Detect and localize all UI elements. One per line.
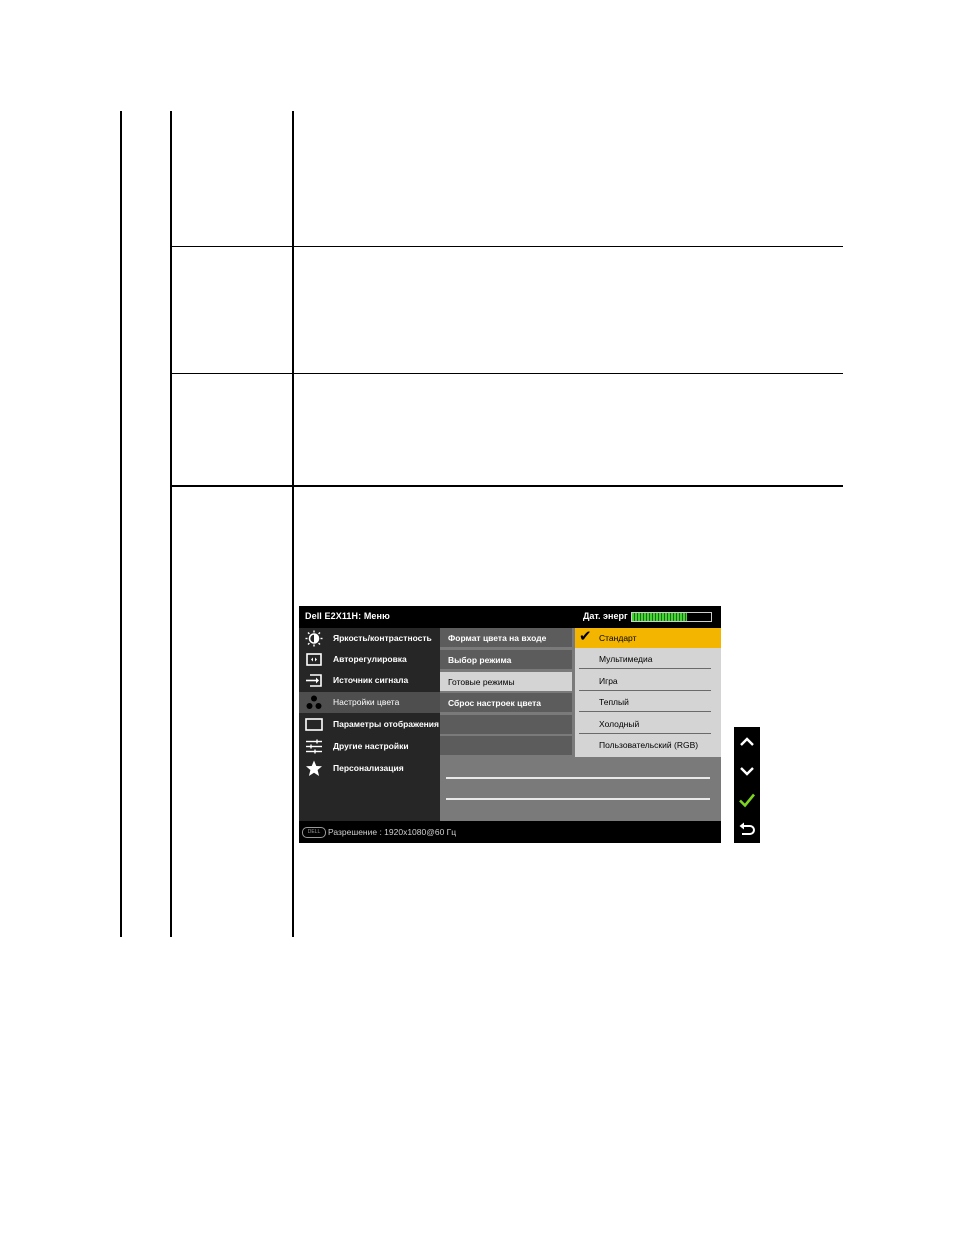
dell-logo-icon: DELL [302, 827, 326, 838]
option-label: Холодный [599, 719, 640, 729]
table-border-column-1 [170, 111, 172, 937]
menu-item-label: Персонализация [333, 763, 404, 773]
osd-main-menu [299, 628, 440, 821]
option-rule [579, 733, 711, 734]
submenu-item-label: Выбор режима [448, 655, 512, 665]
option-multimedia[interactable] [575, 649, 721, 669]
table-border-left [120, 111, 122, 937]
submenu-item-preset-modes[interactable] [440, 672, 572, 691]
option-label: Мультимедиа [599, 654, 653, 664]
color-settings-icon [304, 694, 324, 711]
menu-item-color-settings[interactable] [299, 692, 440, 713]
energy-gauge-label: Дат. энерг [583, 611, 628, 621]
option-label: Теплый [599, 697, 629, 707]
menu-item-label: Другие настройки [333, 741, 409, 751]
menu-item-input-source[interactable] [299, 670, 440, 691]
option-label: Игра [599, 676, 618, 686]
submenu-empty-slot [440, 736, 572, 755]
table-row-divider [170, 373, 843, 374]
down-button[interactable] [734, 757, 760, 784]
down-arrow-icon [739, 764, 755, 778]
up-arrow-icon [739, 735, 755, 749]
table-border-column-2 [292, 111, 294, 937]
option-rule [579, 668, 711, 669]
up-button[interactable] [734, 728, 760, 755]
display-settings-icon [304, 716, 324, 733]
menu-item-auto-adjust[interactable] [299, 649, 440, 670]
osd-footer [299, 821, 721, 843]
energy-gauge-fill [632, 613, 687, 621]
option-game[interactable] [575, 671, 721, 691]
back-icon [738, 821, 756, 837]
osd-menu [299, 606, 721, 843]
table-row-divider [170, 485, 843, 487]
selected-check-icon: ✔ [579, 628, 592, 645]
submenu-item-label: Формат цвета на входе [448, 633, 547, 643]
menu-item-display-settings[interactable] [299, 714, 440, 735]
submenu-item-reset-color-settings[interactable] [440, 693, 572, 712]
option-custom-rgb[interactable] [575, 735, 721, 755]
option-label: Стандарт [599, 633, 637, 643]
submenu-item-label: Сброс настроек цвета [448, 698, 541, 708]
menu-item-personalize[interactable] [299, 758, 440, 779]
menu-item-label: Параметры отображения [333, 719, 439, 729]
submenu-divider [446, 798, 710, 800]
menu-item-label: Яркость/контрастность [333, 633, 432, 643]
brightness-icon [304, 630, 324, 647]
submenu-item-label: Готовые режимы [448, 677, 515, 687]
osd-title-bar [299, 606, 721, 628]
option-cool[interactable] [575, 714, 721, 734]
option-warm[interactable] [575, 692, 721, 712]
confirm-button[interactable] [734, 786, 760, 813]
submenu-item-input-color-format[interactable] [440, 628, 572, 647]
option-rule [579, 711, 711, 712]
menu-item-label: Авторегулировка [333, 654, 407, 664]
submenu-divider [446, 777, 710, 779]
star-icon [304, 760, 324, 777]
check-icon [738, 792, 756, 808]
osd-control-buttons [734, 727, 760, 843]
submenu-empty-slot [440, 715, 572, 734]
menu-item-brightness-contrast[interactable] [299, 628, 440, 649]
menu-item-other-settings[interactable] [299, 736, 440, 757]
option-standard[interactable] [575, 628, 721, 648]
input-source-icon [304, 672, 324, 689]
table-row-divider [170, 246, 843, 247]
energy-gauge [631, 612, 712, 622]
menu-item-label: Настройки цвета [333, 697, 400, 707]
back-button[interactable] [734, 815, 760, 842]
osd-title: Dell E2X11H: Меню [305, 611, 390, 621]
auto-adjust-icon [304, 651, 324, 668]
submenu-item-mode-selection[interactable] [440, 650, 572, 669]
osd-submenu [440, 628, 721, 821]
menu-item-label: Источник сигнала [333, 675, 409, 685]
preset-mode-options [575, 628, 721, 757]
resolution-text: Разрешение : 1920x1080@60 Гц [328, 827, 457, 837]
other-settings-icon [304, 738, 324, 755]
option-label: Пользовательский (RGB) [599, 740, 699, 750]
option-rule [579, 690, 711, 691]
